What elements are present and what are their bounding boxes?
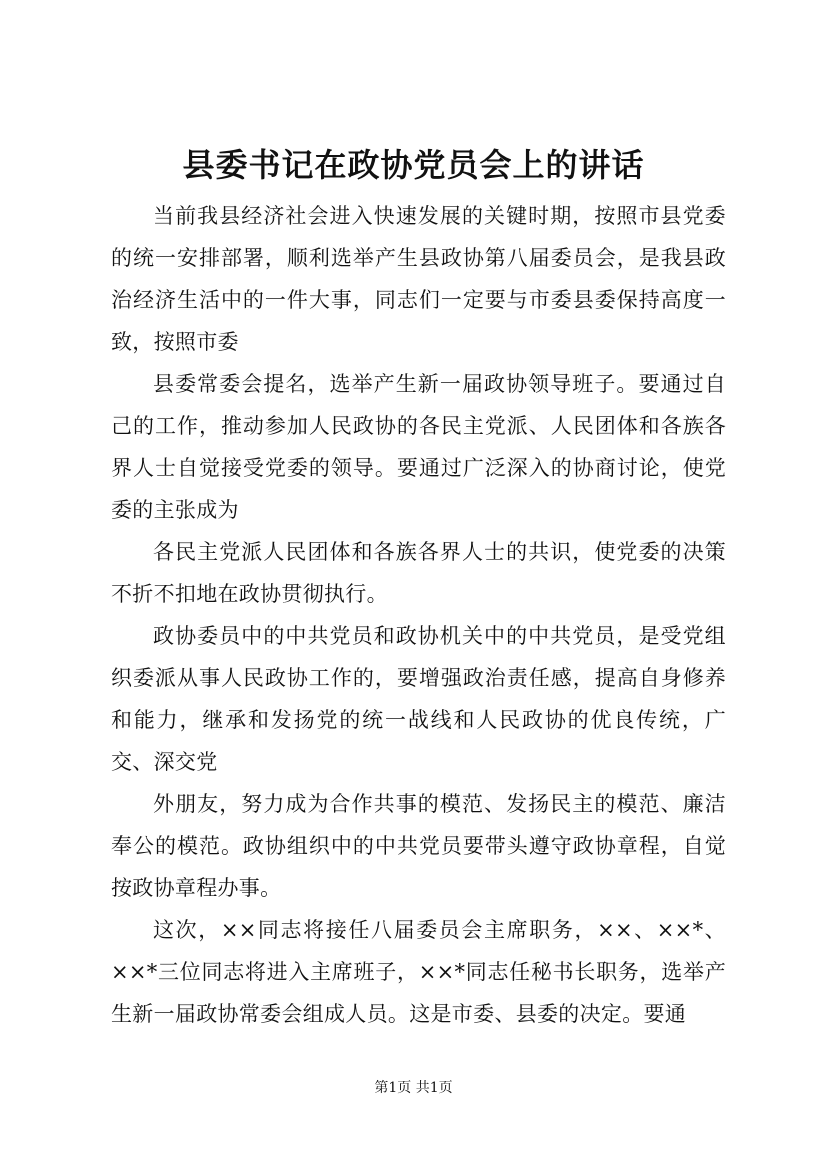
paragraph: 县委常委会提名，选举产生新一届政协领导班子。要通过自己的工作，推动参加人民政协的各民主党派、人民团体和各族各界人士自觉接受党委的领导。要通过广泛深入的协商讨论，使党委的主张成为 — [111, 372, 726, 522]
document-body — [111, 195, 726, 1035]
paragraph: 外朋友，努力成为合作共事的模范、发扬民主的模范、廉洁奉公的模范。政协组织中的中共党员要带头遵守政协章程，自觉按政协章程办事。 — [111, 792, 726, 900]
paragraph: 这次，××同志将接任八届委员会主席职务，××、××*、××*三位同志将进入主席班子，××*同志任秘书长职务，选举产生新一届政协常委会组成人员。这是市委、县委的决定。要通 — [111, 918, 726, 1026]
document-title: 县委书记在政协党员会上的讲话 — [182, 146, 645, 184]
paragraph: 当前我县经济社会进入快速发展的关键时期，按照市县党委的统一安排部署，顺利选举产生县政协第八届委员会，是我县政治经济生活中的一件大事，同志们一定要与市委县委保持高度一致，按照市委 — [111, 204, 726, 354]
paragraph: 政协委员中的中共党员和政协机关中的中共党员，是受党组织委派从事人民政协工作的，要增强政治责任感，提高自身修养和能力，继承和发扬党的统一战线和人民政协的优良传统，广交、深交党 — [111, 624, 726, 774]
paragraph: 各民主党派人民团体和各族各界人士的共识，使党委的决策不折不扣地在政协贯彻执行。 — [111, 540, 726, 606]
page-footer: 第1页 共1页 — [374, 1080, 453, 1096]
